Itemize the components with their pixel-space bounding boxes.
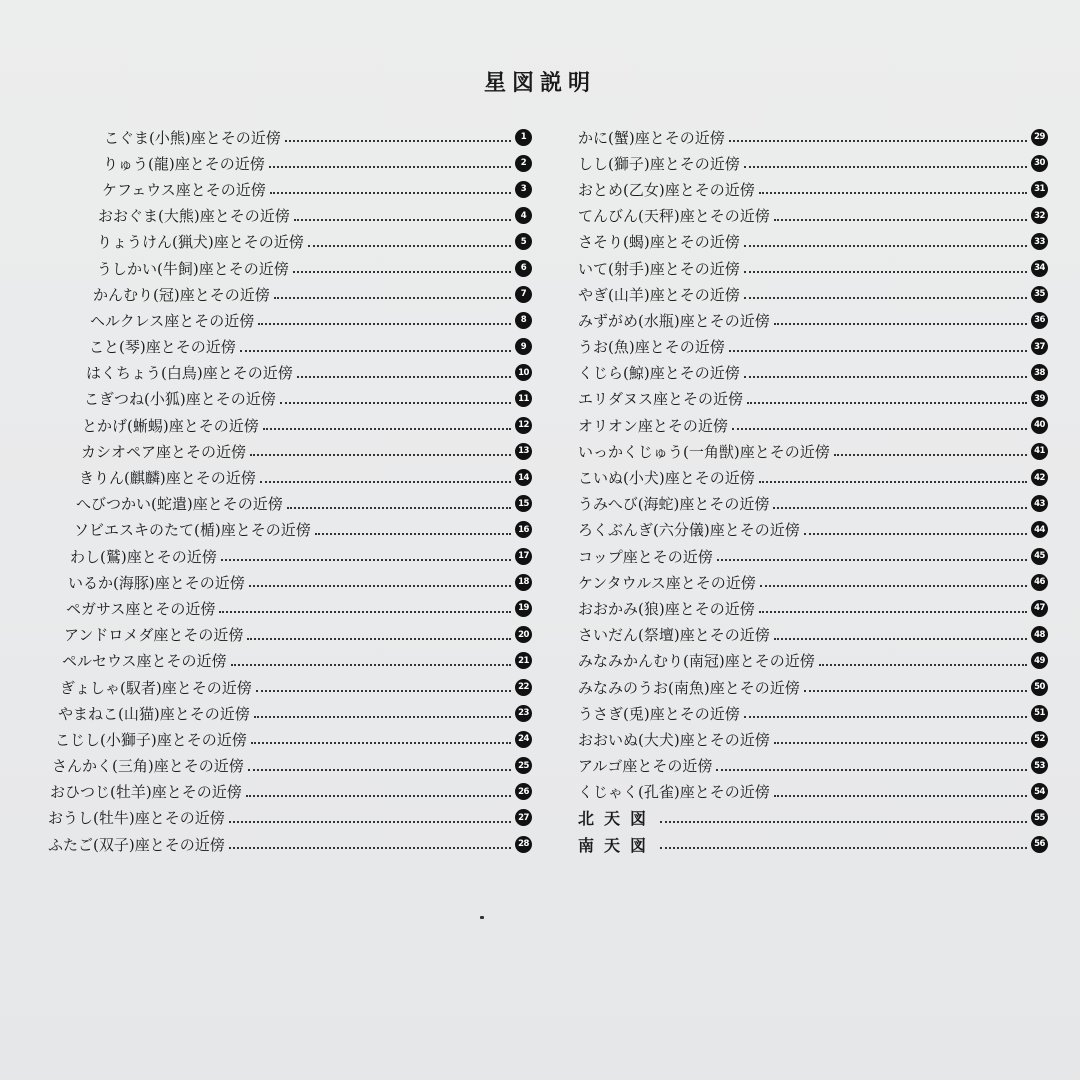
dot-leader (747, 402, 1027, 404)
page-number-badge: 23 (515, 705, 532, 722)
entry-label: おおぐま(大熊)座とその近傍 (98, 207, 290, 226)
left-entry (48, 595, 532, 621)
right-entry (578, 648, 1048, 674)
dot-leader (759, 192, 1027, 194)
dot-leader (804, 533, 1027, 535)
entry-label: へびつかい(蛇遣)座とその近傍 (76, 495, 283, 514)
left-entry (48, 779, 532, 805)
left-entry (48, 150, 532, 176)
entry-label: わし(鷲)座とその近傍 (70, 547, 217, 566)
dot-leader (231, 664, 511, 666)
entry-label: はくちょう(白鳥)座とその近傍 (86, 364, 293, 383)
dot-leader (774, 742, 1027, 744)
page-number-badge: 8 (515, 312, 532, 329)
dot-leader (819, 664, 1027, 666)
dot-leader (251, 742, 511, 744)
right-entry (578, 255, 1048, 281)
page-number-badge: 41 (1031, 443, 1048, 460)
dot-leader (729, 140, 1027, 142)
right-entry (578, 360, 1048, 386)
entry-label: エリダヌス座とその近傍 (578, 390, 744, 409)
page-number-badge: 46 (1031, 574, 1048, 591)
right-entry (578, 438, 1048, 464)
page-number-badge: 14 (515, 469, 532, 486)
dot-leader (247, 638, 511, 640)
page-number-badge: 44 (1031, 521, 1048, 538)
page-number-badge: 2 (515, 155, 532, 172)
page-number-badge: 6 (515, 260, 532, 277)
entry-label: ソビエスキのたて(楯)座とその近傍 (74, 521, 311, 540)
dot-leader (660, 821, 1027, 823)
entry-label: さいだん(祭壇)座とその近傍 (578, 626, 770, 645)
left-entry (48, 517, 532, 543)
page-number-badge: 29 (1031, 129, 1048, 146)
page-number-badge: 48 (1031, 626, 1048, 643)
right-entry (578, 622, 1048, 648)
dot-leader (240, 350, 511, 352)
left-entry (48, 412, 532, 438)
dot-leader (660, 847, 1027, 849)
entry-label: りゅう(龍)座とその近傍 (103, 154, 265, 173)
right-entry (578, 674, 1048, 700)
left-entry (48, 386, 532, 412)
dot-leader (250, 454, 511, 456)
entry-label: ケフェウス座とその近傍 (102, 180, 266, 199)
left-entry (48, 674, 532, 700)
entry-label: ろくぶんぎ(六分儀)座とその近傍 (578, 521, 800, 540)
right-entry (578, 569, 1048, 595)
left-entry (48, 176, 532, 202)
entry-label: うしかい(牛飼)座とその近傍 (97, 259, 289, 278)
dot-leader (293, 271, 511, 273)
page-number-badge: 53 (1031, 757, 1048, 774)
left-entry (48, 569, 532, 595)
page-number-badge: 56 (1031, 836, 1048, 853)
right-entry (578, 124, 1048, 150)
entry-label: おおいぬ(大犬)座とその近傍 (578, 730, 770, 749)
entry-label: おとめ(乙女)座とその近傍 (578, 180, 755, 199)
dot-leader (744, 297, 1027, 299)
dot-leader (716, 769, 1027, 771)
right-entry (578, 491, 1048, 517)
entry-label: コップ座とその近傍 (578, 547, 713, 566)
dot-leader (219, 611, 511, 613)
right-entry (578, 386, 1048, 412)
entry-label: とかげ(蜥蜴)座とその近傍 (82, 416, 259, 435)
dot-leader (256, 690, 511, 692)
right-entry (578, 543, 1048, 569)
page-number-badge: 1 (515, 129, 532, 146)
entry-label: アルゴ座とその近傍 (578, 757, 713, 776)
entry-label: てんびん(天秤)座とその近傍 (578, 207, 770, 226)
left-entry (48, 438, 532, 464)
page-number-badge: 9 (515, 338, 532, 355)
entry-label: こと(琴)座とその近傍 (89, 338, 236, 357)
dot-leader (717, 559, 1027, 561)
page-number-badge: 36 (1031, 312, 1048, 329)
left-entry (48, 805, 532, 831)
page-number-badge: 34 (1031, 260, 1048, 277)
page-number-badge: 35 (1031, 286, 1048, 303)
page-number-badge: 51 (1031, 705, 1048, 722)
page-number-badge: 31 (1031, 181, 1048, 198)
dot-leader (315, 533, 511, 535)
dot-leader (285, 140, 511, 142)
right-entry (578, 726, 1048, 752)
entry-label: おひつじ(牡羊)座とその近傍 (50, 783, 242, 802)
left-entry (48, 543, 532, 569)
dot-leader (729, 350, 1027, 352)
dot-leader (774, 323, 1027, 325)
page-number-badge: 37 (1031, 338, 1048, 355)
entry-label: さそり(蝎)座とその近傍 (578, 233, 740, 252)
dot-leader (759, 481, 1027, 483)
right-column (578, 124, 1048, 857)
dot-leader (254, 716, 511, 718)
dot-leader (287, 507, 511, 509)
right-entry (578, 203, 1048, 229)
page-number-badge: 5 (515, 233, 532, 250)
entry-label: みなみのうお(南魚)座とその近傍 (578, 678, 800, 697)
entry-label: うみへび(海蛇)座とその近傍 (578, 495, 770, 514)
entry-label: かに(蟹)座とその近傍 (578, 128, 725, 147)
page-number-badge: 38 (1031, 364, 1048, 381)
entry-label: こぐま(小熊)座とその近傍 (104, 128, 281, 147)
dot-leader (744, 271, 1027, 273)
entry-label: うさぎ(兎)座とその近傍 (578, 704, 740, 723)
dot-leader (297, 376, 511, 378)
page-number-badge: 26 (515, 783, 532, 800)
dot-leader (744, 166, 1027, 168)
dot-leader (732, 428, 1027, 430)
entry-label: ふたご(双子)座とその近傍 (48, 835, 225, 854)
left-entry (48, 753, 532, 779)
entry-label: みなみかんむり(南冠)座とその近傍 (578, 652, 815, 671)
entry-label: ぎょしゃ(馭者)座とその近傍 (60, 678, 252, 697)
left-entry (48, 464, 532, 490)
right-entry (578, 464, 1048, 490)
entry-label: さんかく(三角)座とその近傍 (52, 757, 244, 776)
entry-label: おうし(牡牛)座とその近傍 (48, 809, 225, 828)
right-entry (578, 595, 1048, 621)
right-entry (578, 229, 1048, 255)
page-number-badge: 45 (1031, 548, 1048, 565)
page-number-badge: 7 (515, 286, 532, 303)
page-number-badge: 28 (515, 836, 532, 853)
left-entry (48, 700, 532, 726)
page-number-badge: 13 (515, 443, 532, 460)
left-entry (48, 281, 532, 307)
page-number-badge: 11 (515, 390, 532, 407)
entry-label: うお(魚)座とその近傍 (578, 338, 725, 357)
page-number-badge: 27 (515, 809, 532, 826)
entry-label: アンドロメダ座とその近傍 (64, 626, 244, 645)
right-entry (578, 412, 1048, 438)
entry-label: いて(射手)座とその近傍 (578, 259, 740, 278)
entry-label: やぎ(山羊)座とその近傍 (578, 285, 740, 304)
left-entry (48, 648, 532, 674)
page-number-badge: 54 (1031, 783, 1048, 800)
left-entry (48, 124, 532, 150)
print-mark (480, 916, 484, 919)
page-number-badge: 42 (1031, 469, 1048, 486)
dot-leader (274, 297, 511, 299)
right-entry (578, 779, 1048, 805)
right-entry (578, 805, 1048, 831)
entry-label: ヘルクレス座とその近傍 (90, 311, 255, 330)
entry-label: かんむり(冠)座とその近傍 (93, 285, 270, 304)
left-entry (48, 334, 532, 360)
dot-leader (804, 690, 1027, 692)
page-number-badge: 3 (515, 181, 532, 198)
entry-label: くじら(鯨)座とその近傍 (578, 364, 740, 383)
left-entry (48, 203, 532, 229)
dot-leader (249, 585, 511, 587)
right-entry (578, 334, 1048, 360)
page-number-badge: 19 (515, 600, 532, 617)
dot-leader (308, 245, 511, 247)
page-number-badge: 49 (1031, 652, 1048, 669)
page-number-badge: 12 (515, 417, 532, 434)
left-entry (48, 831, 532, 857)
dot-leader (744, 716, 1027, 718)
page-number-badge: 21 (515, 652, 532, 669)
page-number-badge: 52 (1031, 731, 1048, 748)
right-entry (578, 307, 1048, 333)
dot-leader (270, 192, 511, 194)
left-entry (48, 360, 532, 386)
entry-label: ケンタウルス座とその近傍 (578, 573, 756, 592)
entry-label: こいぬ(小犬)座とその近傍 (578, 469, 755, 488)
page-number-badge: 33 (1031, 233, 1048, 250)
entry-label: オリオン座とその近傍 (578, 416, 728, 435)
dot-leader (744, 376, 1027, 378)
page-number-badge: 16 (515, 521, 532, 538)
right-entry (578, 831, 1048, 857)
page-number-badge: 40 (1031, 417, 1048, 434)
left-entry (48, 255, 532, 281)
page-number-badge: 50 (1031, 679, 1048, 696)
dot-leader (263, 428, 511, 430)
right-entry (578, 176, 1048, 202)
dot-leader (229, 821, 511, 823)
entry-label: りょうけん(猟犬)座とその近傍 (97, 233, 304, 252)
left-column (48, 124, 532, 857)
page-number-badge: 55 (1031, 809, 1048, 826)
dot-leader (246, 795, 511, 797)
page-number-badge: 17 (515, 548, 532, 565)
page-number-badge: 10 (515, 364, 532, 381)
entry-label: こぎつね(小狐)座とその近傍 (84, 390, 276, 409)
dot-leader (760, 585, 1027, 587)
left-entry (48, 622, 532, 648)
dot-leader (248, 769, 511, 771)
page-number-badge: 24 (515, 731, 532, 748)
dot-leader (774, 638, 1027, 640)
right-entry (578, 281, 1048, 307)
entry-label: みずがめ(水瓶)座とその近傍 (578, 311, 770, 330)
page-number-badge: 43 (1031, 495, 1048, 512)
entry-label: 北天図 (578, 809, 657, 829)
dot-leader (834, 454, 1027, 456)
entry-label: おおかみ(狼)座とその近傍 (578, 599, 755, 618)
page-number-badge: 25 (515, 757, 532, 774)
entry-label: カシオペア座とその近傍 (81, 442, 247, 461)
entry-label: きりん(麒麟)座とその近傍 (79, 469, 256, 488)
dot-leader (258, 323, 511, 325)
right-entry (578, 517, 1048, 543)
dot-leader (221, 559, 511, 561)
entry-label: くじゃく(孔雀)座とその近傍 (578, 783, 770, 802)
left-entry (48, 307, 532, 333)
right-entry (578, 753, 1048, 779)
page-number-badge: 30 (1031, 155, 1048, 172)
page-title: 星図説明 (483, 70, 596, 96)
dot-leader (759, 611, 1027, 613)
right-entry (578, 150, 1048, 176)
entry-label: こじし(小獅子)座とその近傍 (55, 730, 247, 749)
page-number-badge: 4 (515, 207, 532, 224)
dot-leader (774, 219, 1027, 221)
page-number-badge: 39 (1031, 390, 1048, 407)
left-entry (48, 229, 532, 255)
entry-label: ペガサス座とその近傍 (66, 599, 216, 618)
page-number-badge: 15 (515, 495, 532, 512)
page-number-badge: 32 (1031, 207, 1048, 224)
entry-label: いっかくじゅう(一角獣)座とその近傍 (578, 442, 830, 461)
page-number-badge: 22 (515, 679, 532, 696)
dot-leader (294, 219, 511, 221)
dot-leader (774, 795, 1027, 797)
page-number-badge: 20 (515, 626, 532, 643)
dot-leader (773, 507, 1027, 509)
entry-label: 南天図 (578, 835, 657, 855)
entry-label: いるか(海豚)座とその近傍 (68, 573, 245, 592)
dot-leader (280, 402, 511, 404)
left-entry (48, 491, 532, 517)
dot-leader (269, 166, 511, 168)
page-number-badge: 47 (1031, 600, 1048, 617)
entry-label: しし(獅子)座とその近傍 (578, 154, 740, 173)
right-entry (578, 700, 1048, 726)
dot-leader (229, 847, 511, 849)
entry-label: やまねこ(山猫)座とその近傍 (58, 704, 250, 723)
dot-leader (744, 245, 1027, 247)
dot-leader (260, 481, 511, 483)
entry-label: ペルセウス座とその近傍 (62, 652, 227, 671)
page-number-badge: 18 (515, 574, 532, 591)
left-entry (48, 726, 532, 752)
